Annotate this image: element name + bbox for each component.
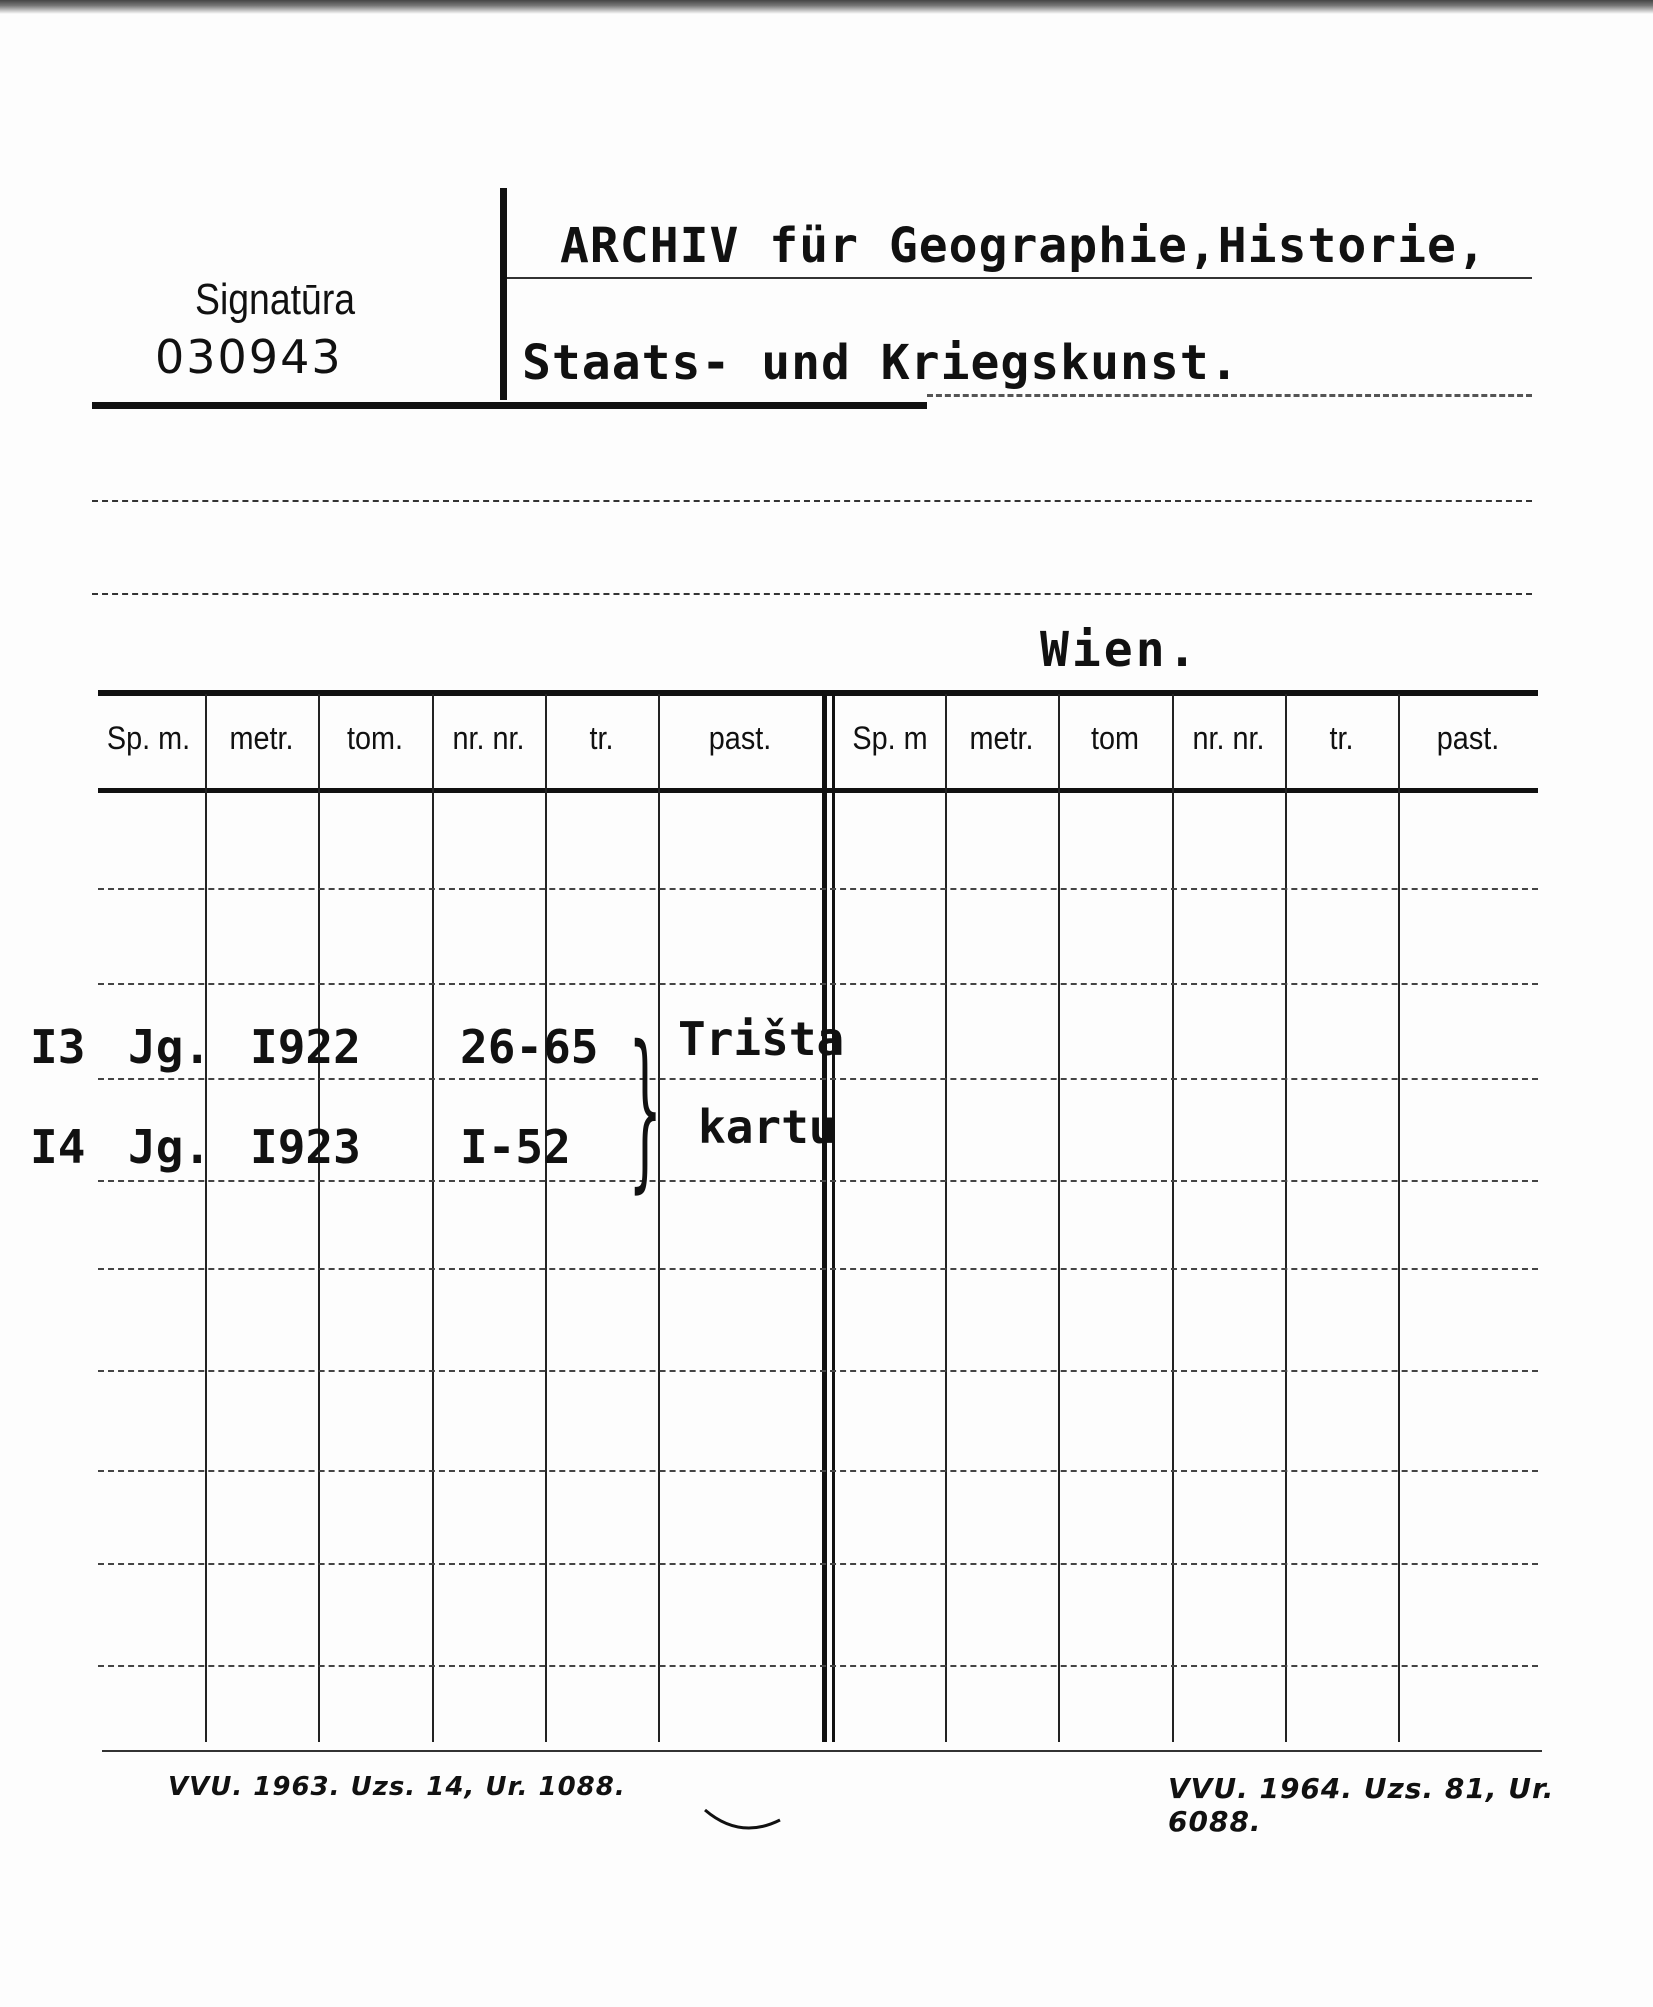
table-row-line [98, 1268, 1538, 1270]
entry-volume: I3 [30, 1020, 86, 1074]
entry-numbers: 26-65 [460, 1020, 599, 1074]
table-bottom-rule [102, 1750, 1542, 1752]
table-header-bottom-rule [98, 788, 1538, 793]
header-nr-left: nr. nr. [452, 720, 525, 756]
header-past-left: past. [708, 720, 772, 756]
entry-numbers: I-52 [460, 1120, 571, 1174]
col-line [1398, 694, 1400, 1742]
entry-jg: Jg. [128, 1120, 212, 1174]
entry-note: Trišta [678, 1012, 845, 1066]
table-row-line [98, 1180, 1538, 1182]
col-line [432, 694, 434, 1742]
entry-year: I923 [250, 1120, 361, 1174]
footer-stamp-left: VVU. 1963. Uzs. 14, Ur. 1088. [168, 1772, 626, 1802]
entry-jg: Jg. [128, 1020, 212, 1074]
header-tom-right: tom [1090, 720, 1140, 756]
entry-year: I922 [250, 1020, 361, 1074]
table-row-line [98, 983, 1538, 985]
header-nr-right: nr. nr. [1192, 720, 1265, 756]
header-tr-left: tr. [589, 720, 614, 756]
header-divider-vertical [500, 188, 507, 400]
col-line [1172, 694, 1174, 1742]
place-of-publication: Wien. [1040, 622, 1200, 678]
scan-edge [0, 0, 1653, 14]
entry-volume: I4 [30, 1120, 86, 1174]
signatura-label: Signatūra [195, 275, 356, 324]
header-bottom-rule-tail [927, 394, 1532, 397]
col-line [318, 694, 320, 1742]
col-line [205, 694, 207, 1742]
blank-line-2 [92, 593, 1532, 595]
table-row-line [98, 1078, 1538, 1080]
signatura-value: 030943 [155, 330, 343, 384]
title-line-2: Staats- und Kriegskunst. [522, 335, 1240, 391]
col-line [545, 694, 547, 1742]
title-line-1: ARCHIV für Geographie,Historie, [560, 218, 1487, 274]
header-tr-right: tr. [1329, 720, 1354, 756]
pen-stroke-mark [700, 1800, 790, 1840]
table-row-line [98, 888, 1538, 890]
table-center-double-line [822, 694, 827, 1742]
header-bottom-rule [92, 402, 927, 409]
table-row-line [98, 1563, 1538, 1565]
header-tom-left: tom. [346, 720, 403, 756]
col-line [1285, 694, 1287, 1742]
col-line [658, 694, 660, 1742]
entry-note: kartu [698, 1100, 837, 1154]
col-line [1058, 694, 1060, 1742]
table-row-line [98, 1665, 1538, 1667]
footer-stamp-right: VVU. 1964. Uzs. 81, Ur. 6088. [1168, 1772, 1555, 1838]
header-past-right: past. [1436, 720, 1500, 756]
blank-line-1 [92, 500, 1532, 502]
table-center-double-line [832, 694, 835, 1742]
table-top-rule [98, 690, 1538, 696]
header-metr-right: metr. [969, 720, 1034, 756]
table-row-line [98, 1370, 1538, 1372]
header-metr-left: metr. [229, 720, 294, 756]
header-sp-m-left: Sp. m. [106, 720, 191, 756]
header-sp-m-right: Sp. m [852, 720, 928, 756]
col-line [945, 694, 947, 1742]
title-underline-1 [507, 277, 1532, 279]
table-row-line [98, 1470, 1538, 1472]
grouping-brace: } [628, 1010, 663, 1210]
